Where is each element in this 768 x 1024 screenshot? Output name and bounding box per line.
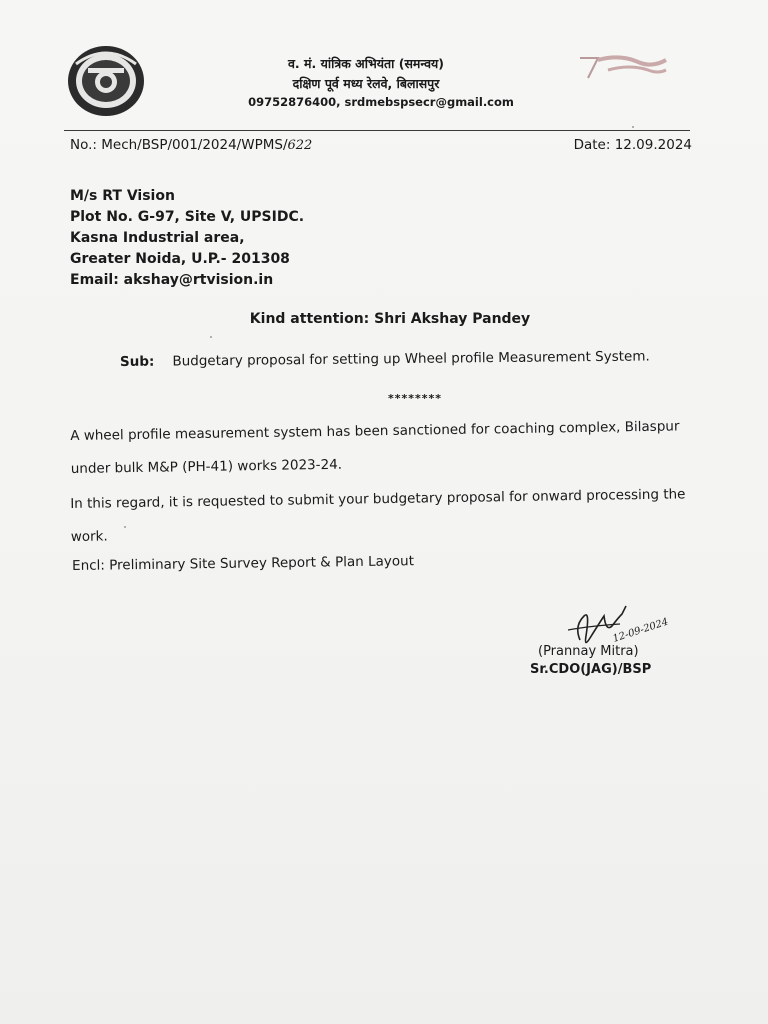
indian-railways-emblem-icon bbox=[66, 44, 146, 118]
reference-handwritten-number: 622 bbox=[287, 138, 313, 153]
railway-zone-hindi: दक्षिण पूर्व मध्य रेलवे, बिलासपुर bbox=[292, 76, 440, 91]
reference-number bbox=[70, 137, 312, 153]
azadi-amrit-mahotsav-logo bbox=[568, 52, 686, 116]
signer-name: (Prannay Mitra) bbox=[538, 644, 639, 659]
letter-date: Date: 12.09.2024 bbox=[573, 137, 692, 153]
signer-designation: Sr.CDO(JAG)/BSP bbox=[530, 662, 652, 677]
office-title-hindi: व. मं. यांत्रिक अभियंता (समन्वय) bbox=[287, 56, 445, 71]
paper-speck bbox=[632, 126, 634, 128]
signature-date: 12-09-2024 bbox=[611, 616, 670, 645]
addressee-line: Greater Noida, U.P.- 201308 bbox=[70, 251, 290, 267]
addressee-line: M/s RT Vision bbox=[70, 188, 175, 204]
header-divider bbox=[64, 130, 690, 131]
addressee-block bbox=[70, 186, 304, 291]
body-paragraph-2: In this regard, it is requested to submit your budgetary proposal for onward processing the work. bbox=[70, 486, 686, 545]
subject-label: Sub: bbox=[119, 353, 155, 370]
contact-line: 09752876400, srdmebspsecr@gmail.com bbox=[248, 95, 514, 109]
enclosure-line: Encl: Preliminary Site Survey Report & Plan Layout bbox=[72, 553, 415, 574]
addressee-line: Kasna Industrial area, bbox=[70, 230, 245, 246]
reference-prefix: No.: Mech/BSP/001/2024/WPMS/ bbox=[70, 137, 288, 153]
azadi-logo-icon bbox=[568, 52, 686, 116]
subject-text: Budgetary proposal for setting up Wheel profile Measurement System. bbox=[172, 348, 650, 370]
subject-line bbox=[120, 348, 650, 370]
paper-speck bbox=[124, 526, 126, 528]
paper-speck bbox=[210, 336, 212, 338]
body-paragraph-1: A wheel profile measurement system has been sanctioned for coaching complex, Bilaspur under bulk M&P (PH-41) works 2023-24. bbox=[70, 418, 680, 477]
addressee-line: Email: akshay@rtvision.in bbox=[70, 272, 274, 288]
addressee-line: Plot No. G-97, Site V, UPSIDC. bbox=[70, 209, 305, 225]
kind-attention-line: Kind attention: Shri Akshay Pandey bbox=[249, 311, 531, 327]
separator-stars: ******** bbox=[388, 392, 443, 405]
